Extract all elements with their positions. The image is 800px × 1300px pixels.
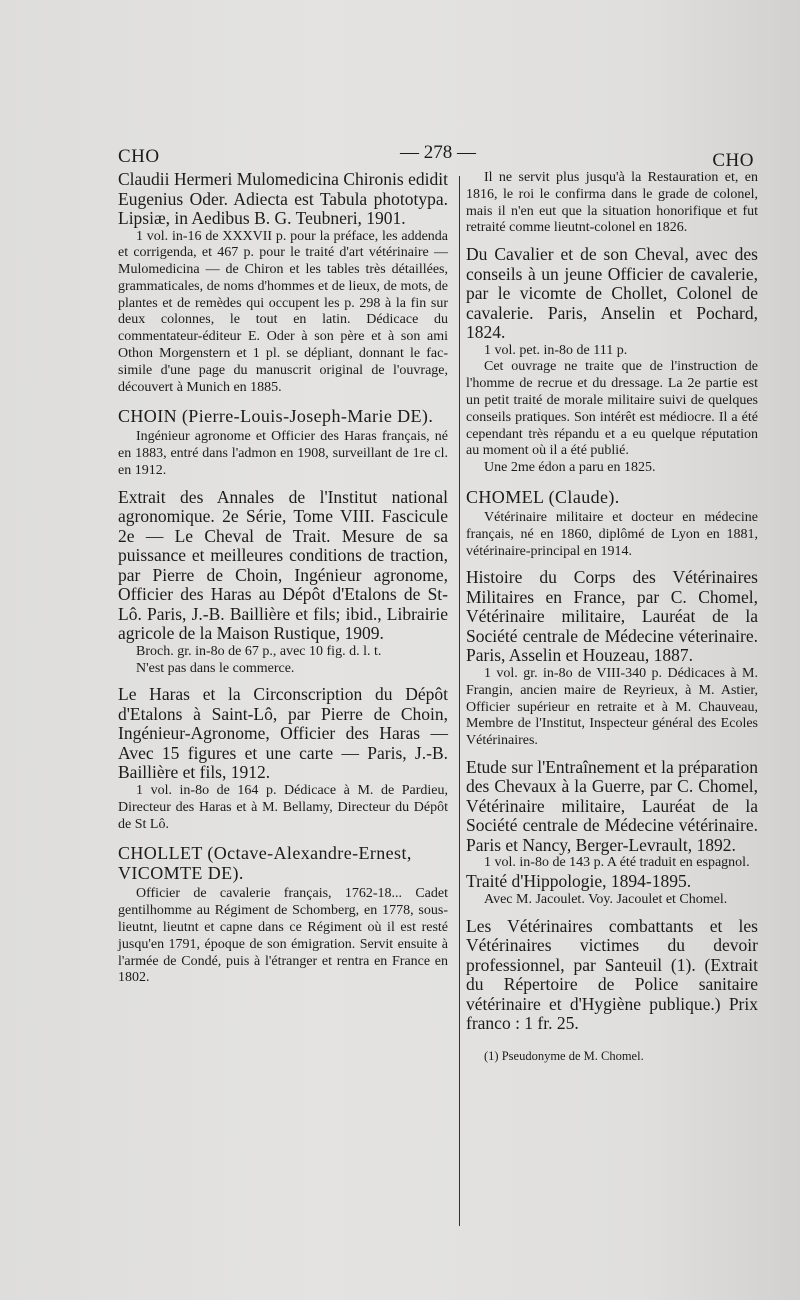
title-entry: Du Cavalier et de son Cheval, avec des conseils à un jeune Officier de cavalerie, par le vicomte de Chollet, Colonel de cavalerie. Paris, Anselin et Pochard, 1824. [466, 244, 758, 343]
description-paragraph: 1 vol. in-8o de 143 p. A été traduit en espagnol. [484, 855, 750, 871]
left-column [118, 170, 448, 987]
header-right-keyword: CHO [712, 150, 754, 171]
description-paragraph: 1 vol. pet. in-8o de 111 p. [484, 342, 628, 358]
title-entry: Claudii Hermeri Mulomedicina Chironis edidit Eugenius Oder. Adiecta est Tabula phototypa. Lipsiæ, in Aedibus B. G. Teubneri, 1901. [118, 169, 448, 228]
description-paragraph: 1 vol. in-8o de 164 p. Dédicace à M. de Pardieu, Directeur des Haras et à M. Bellamy, Directeur du Dépôt de St Lô. [118, 782, 448, 832]
footnote: (1) Pseudonyme de M. Chomel. [484, 1048, 644, 1063]
title-entry: Le Haras et la Circonscription du Dépôt d'Etalons à Saint-Lô, par Pierre de Choin, Ingénieur-Agronome, Officier des Haras — Avec 15 figures et une carte — Paris, J.-B. Baillière et fils, 1912. [118, 684, 448, 783]
author-heading: CHOMEL (Claude). [466, 487, 620, 508]
title-entry: Extrait des Annales de l'Institut national agronomique. 2e Série, Tome VIII. Fascicule 2e — Le Cheval de Trait. Mesure de sa puissance et meilleures conditions de traction, par Pierre de Choin, Ingénieur agronome, Officier des Haras au Dépôt d'Etalons de St-Lô. Paris, J.-B. Baillière et fils; ibid., Librairie agricole de la Maison Rustique, 1909. [118, 486, 448, 644]
column-divider [459, 176, 460, 1226]
right-column [466, 170, 758, 1064]
title-entry: Les Vétérinaires combattants et les Vétérinaires victimes du devoir professionnel, par Santeuil (1). (Extrait du Répertoire de Police sanitaire vétérinaire et d'Hygiène publique.) Prix franco : 1 fr. 25. [466, 915, 758, 1034]
author-heading: CHOLLET (Octave-Alexandre-Ernest, VICOMTE DE). [118, 843, 412, 884]
description-paragraph: N'est pas dans le commerce. [136, 660, 295, 676]
biography-paragraph: Il ne servit plus jusqu'à la Restauration et, en 1816, le roi le confirma dans le grade de colonel, mais il n'en eut que la situation honorifique et fut retraité comme lieutnt-colonel en 1826. [466, 170, 758, 236]
title-entry: Histoire du Corps des Vétérinaires Militaires en France, par C. Chomel, Vétérinaire militaire, Lauréat de la Société centrale de Médecine véterinaire. Paris, Asselin et Houzeau, 1887. [466, 567, 758, 666]
title-entry: Traité d'Hippologie, 1894-1895. [466, 871, 692, 892]
description-paragraph: Cet ouvrage ne traite que de l'instruction de l'homme de recrue et du dressage. La 2e partie est un petit traité de morale militaire suivi de quelques conseils pratiques. Son intérêt est médiocre. Il a été cependant très répandu et a eu quelque réputation au moment où il a été publié. [466, 359, 758, 459]
description-paragraph: Avec M. Jacoulet. Voy. Jacoulet et Chomel. [484, 891, 728, 907]
description-paragraph: 1 vol. in-16 de XXXVII p. pour la préface, les addenda et corrigenda, et 467 p. pour le traité d'art vétérinaire — Mulomedicina — de Chiron et les tables très détaillées, grammaticales, de noms d'hommes et de lieux, de mots, de plantes et de remèdes qui occupent les p. 298 à la fin sur deux colonnes, le tout en latin. Dédicace du commentateur-éditeur E. Oder à son père et à son ami Othon Morgenstern et 1 pl. se dépliant, donnant le fac-simile d'une page du manuscrit original de l'ouvrage, découvert à Munich en 1885. [118, 228, 448, 395]
page-number: — 278 — [400, 142, 476, 163]
title-entry: Etude sur l'Entraînement et la préparation des Chevaux à la Guerre, par C. Chomel, Vétérinaire militaire, Lauréat de la Société centrale de Médecine vétérinaire. Paris et Nancy, Berger-Levrault, 1892. [466, 756, 758, 855]
header-left-keyword: CHO [118, 146, 160, 167]
description-paragraph: Une 2me édon a paru en 1825. [484, 460, 656, 476]
description-paragraph: Broch. gr. in-8o de 67 p., avec 10 fig. d. l. t. [136, 643, 382, 659]
biography-paragraph: Officier de cavalerie français, 1762-18... Cadet gentilhomme au Régiment de Schomberg, en 1778, sous-lieutnt, lieutnt et capne dans ce Régiment où il est resté jusqu'en 1791, époque de son émigration. Servit ensuite à l'armée de Condé, puis à l'étranger et rentra en France en 1802. [118, 886, 448, 986]
biography-paragraph: Ingénieur agronome et Officier des Haras français, né en 1883, entré dans l'admon en 1908, surveillant de 1re cl. en 1912. [118, 429, 448, 479]
author-heading: CHOIN (Pierre-Louis-Joseph-Marie DE). [118, 406, 434, 427]
description-paragraph: 1 vol. gr. in-8o de VIII-340 p. Dédicaces à M. Frangin, ancien maire de Reyrieux, à M. Astier, Officier supérieur en retraite et à M. Chauveau, Membre de l'Institut, Inspecteur général des Ecoles Vétérinaires. [466, 665, 758, 749]
biography-paragraph: Vétérinaire militaire et docteur en médecine français, né en 1860, diplômé de Lyon en 1881, vétérinaire-principal en 1914. [466, 510, 758, 559]
